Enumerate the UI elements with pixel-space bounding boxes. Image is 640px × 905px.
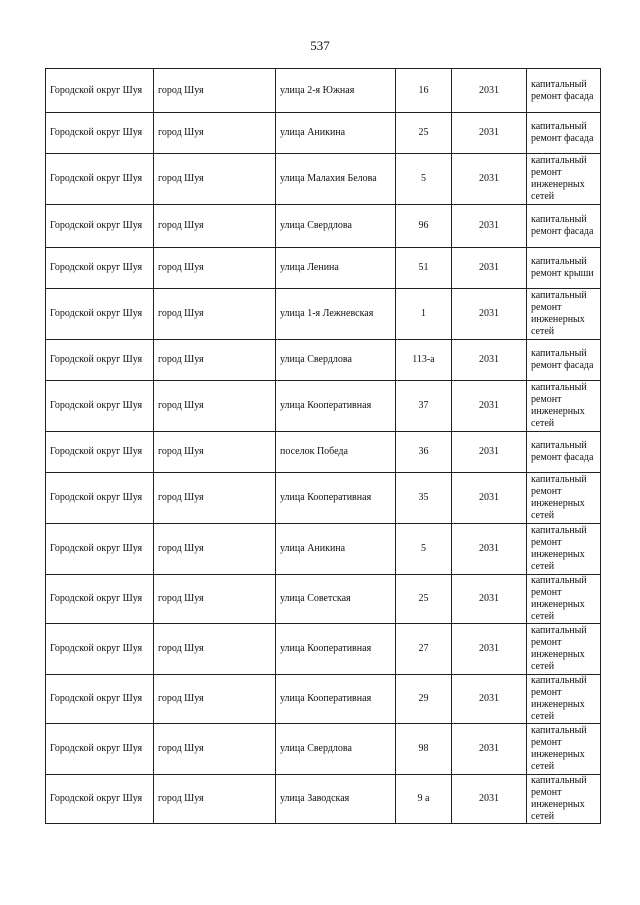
year-cell: 2031 (452, 775, 527, 824)
house-number-cell: 29 (396, 675, 452, 724)
year-cell: 2031 (452, 524, 527, 575)
work-type-cell: капитальный ремонт инженерных сетей (527, 675, 601, 724)
year-cell: 2031 (452, 205, 527, 248)
district-cell: Городской округ Шуя (46, 775, 154, 824)
district-cell: Городской округ Шуя (46, 524, 154, 575)
year-cell: 2031 (452, 675, 527, 724)
work-type-cell: капитальный ремонт инженерных сетей (527, 154, 601, 205)
city-cell: город Шуя (154, 154, 276, 205)
district-cell: Городской округ Шуя (46, 154, 154, 205)
year-cell: 2031 (452, 340, 527, 381)
street-cell: улица Кооперативная (276, 675, 396, 724)
house-number-cell: 25 (396, 113, 452, 154)
street-cell: улица Свердлова (276, 340, 396, 381)
city-cell: город Шуя (154, 113, 276, 154)
year-cell: 2031 (452, 248, 527, 289)
house-number-cell: 113-а (396, 340, 452, 381)
street-cell: улица Кооперативная (276, 624, 396, 675)
table-row (46, 432, 601, 473)
house-number-cell: 5 (396, 154, 452, 205)
district-cell: Городской округ Шуя (46, 675, 154, 724)
city-cell: город Шуя (154, 205, 276, 248)
table-row (46, 289, 601, 340)
house-number-cell: 27 (396, 624, 452, 675)
year-cell: 2031 (452, 154, 527, 205)
city-cell: город Шуя (154, 289, 276, 340)
work-type-cell: капитальный ремонт инженерных сетей (527, 473, 601, 524)
street-cell: улица Свердлова (276, 724, 396, 775)
works-table (45, 68, 601, 824)
street-cell: улица 1-я Лежневская (276, 289, 396, 340)
city-cell: город Шуя (154, 675, 276, 724)
work-type-cell: капитальный ремонт фасада (527, 432, 601, 473)
table-row (46, 69, 601, 113)
house-number-cell: 98 (396, 724, 452, 775)
street-cell: улица Советская (276, 575, 396, 624)
city-cell: город Шуя (154, 775, 276, 824)
district-cell: Городской округ Шуя (46, 381, 154, 432)
table-row (46, 624, 601, 675)
house-number-cell: 1 (396, 289, 452, 340)
year-cell: 2031 (452, 724, 527, 775)
table-row (46, 113, 601, 154)
table-row (46, 381, 601, 432)
house-number-cell: 37 (396, 381, 452, 432)
street-cell: поселок Победа (276, 432, 396, 473)
year-cell: 2031 (452, 289, 527, 340)
street-cell: улица Кооперативная (276, 381, 396, 432)
district-cell: Городской округ Шуя (46, 432, 154, 473)
district-cell: Городской округ Шуя (46, 624, 154, 675)
work-type-cell: капитальный ремонт фасада (527, 205, 601, 248)
work-type-cell: капитальный ремонт фасада (527, 69, 601, 113)
city-cell: город Шуя (154, 381, 276, 432)
street-cell: улица Заводская (276, 775, 396, 824)
table-row (46, 675, 601, 724)
year-cell: 2031 (452, 473, 527, 524)
house-number-cell: 25 (396, 575, 452, 624)
table-row (46, 205, 601, 248)
work-type-cell: капитальный ремонт инженерных сетей (527, 381, 601, 432)
house-number-cell: 16 (396, 69, 452, 113)
city-cell: город Шуя (154, 432, 276, 473)
work-type-cell: капитальный ремонт крыши (527, 248, 601, 289)
street-cell: улица Малахия Белова (276, 154, 396, 205)
street-cell: улица Свердлова (276, 205, 396, 248)
street-cell: улица Кооперативная (276, 473, 396, 524)
district-cell: Городской округ Шуя (46, 248, 154, 289)
house-number-cell: 51 (396, 248, 452, 289)
house-number-cell: 5 (396, 524, 452, 575)
house-number-cell: 96 (396, 205, 452, 248)
city-cell: город Шуя (154, 69, 276, 113)
work-type-cell: капитальный ремонт инженерных сетей (527, 624, 601, 675)
table-row (46, 248, 601, 289)
year-cell: 2031 (452, 381, 527, 432)
work-type-cell: капитальный ремонт инженерных сетей (527, 575, 601, 624)
district-cell: Городской округ Шуя (46, 205, 154, 248)
work-type-cell: капитальный ремонт фасада (527, 113, 601, 154)
table-body (46, 69, 601, 824)
street-cell: улица Аникина (276, 524, 396, 575)
city-cell: город Шуя (154, 473, 276, 524)
city-cell: город Шуя (154, 624, 276, 675)
table-row (46, 724, 601, 775)
year-cell: 2031 (452, 69, 527, 113)
district-cell: Городской округ Шуя (46, 289, 154, 340)
work-type-cell: капитальный ремонт фасада (527, 340, 601, 381)
city-cell: город Шуя (154, 248, 276, 289)
work-type-cell: капитальный ремонт инженерных сетей (527, 289, 601, 340)
year-cell: 2031 (452, 624, 527, 675)
work-type-cell: капитальный ремонт инженерных сетей (527, 524, 601, 575)
table-row (46, 473, 601, 524)
year-cell: 2031 (452, 575, 527, 624)
street-cell: улица Ленина (276, 248, 396, 289)
street-cell: улица 2-я Южная (276, 69, 396, 113)
year-cell: 2031 (452, 113, 527, 154)
street-cell: улица Аникина (276, 113, 396, 154)
table-row (46, 340, 601, 381)
city-cell: город Шуя (154, 575, 276, 624)
district-cell: Городской округ Шуя (46, 340, 154, 381)
work-type-cell: капитальный ремонт инженерных сетей (527, 724, 601, 775)
district-cell: Городской округ Шуя (46, 473, 154, 524)
district-cell: Городской округ Шуя (46, 575, 154, 624)
district-cell: Городской округ Шуя (46, 113, 154, 154)
house-number-cell: 9 а (396, 775, 452, 824)
house-number-cell: 35 (396, 473, 452, 524)
city-cell: город Шуя (154, 524, 276, 575)
table-row (46, 524, 601, 575)
table-row (46, 154, 601, 205)
district-cell: Городской округ Шуя (46, 724, 154, 775)
district-cell: Городской округ Шуя (46, 69, 154, 113)
table-row (46, 575, 601, 624)
work-type-cell: капитальный ремонт инженерных сетей (527, 775, 601, 824)
table-row (46, 775, 601, 824)
house-number-cell: 36 (396, 432, 452, 473)
year-cell: 2031 (452, 432, 527, 473)
page-number: 537 (310, 38, 330, 53)
city-cell: город Шуя (154, 724, 276, 775)
city-cell: город Шуя (154, 340, 276, 381)
